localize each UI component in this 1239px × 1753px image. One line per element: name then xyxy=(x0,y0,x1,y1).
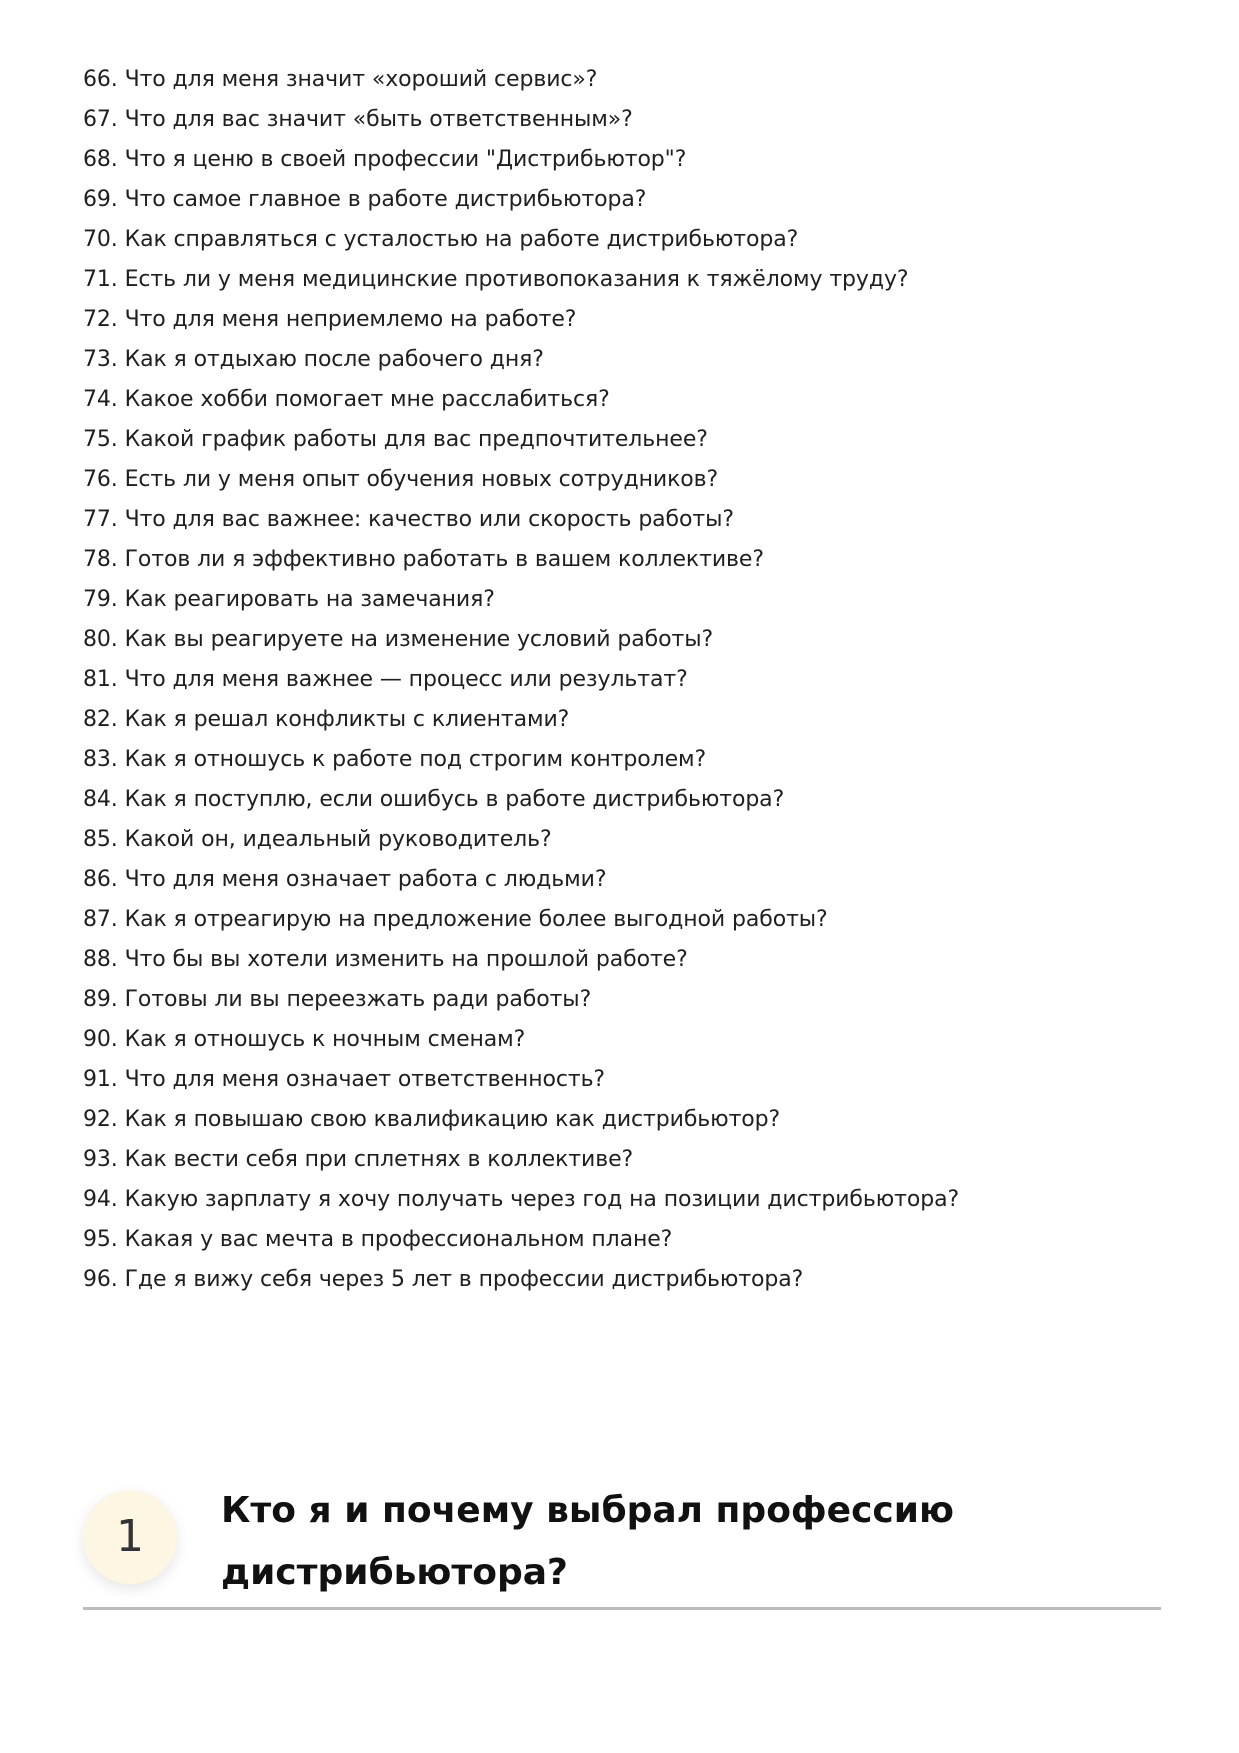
question-item: 71. Есть ли у меня медицинские противопоказания к тяжёлому труду? xyxy=(83,267,909,292)
question-item: 93. Как вести себя при сплетнях в коллективе? xyxy=(83,1147,634,1172)
question-item: 76. Есть ли у меня опыт обучения новых сотрудников? xyxy=(83,467,719,492)
question-item: 89. Готовы ли вы переезжать ради работы? xyxy=(83,987,592,1012)
question-item: 85. Какой он, идеальный руководитель? xyxy=(83,827,552,852)
question-item: 82. Как я решал конфликты с клиентами? xyxy=(83,707,570,732)
question-item: 79. Как реагировать на замечания? xyxy=(83,587,495,612)
question-item: 78. Готов ли я эффективно работать в вашем коллективе? xyxy=(83,547,764,572)
question-item: 81. Что для меня важнее — процесс или результат? xyxy=(83,667,688,692)
question-item: 91. Что для меня означает ответственность? xyxy=(83,1067,606,1092)
question-item: 92. Как я повышаю свою квалификацию как дистрибьютор? xyxy=(83,1107,781,1132)
question-item: 80. Как вы реагируете на изменение условий работы? xyxy=(83,627,714,652)
question-list xyxy=(83,60,1183,1300)
question-item: 94. Какую зарплату я хочу получать через год на позиции дистрибьютора? xyxy=(83,1187,960,1212)
question-item: 77. Что для вас важнее: качество или скорость работы? xyxy=(83,507,734,532)
question-item: 72. Что для меня неприемлемо на работе? xyxy=(83,307,577,332)
question-item: 68. Что я ценю в своей профессии "Дистрибьютор"? xyxy=(83,147,687,172)
question-item: 69. Что самое главное в работе дистрибьютора? xyxy=(83,187,647,212)
question-item: 90. Как я отношусь к ночным сменам? xyxy=(83,1027,526,1052)
question-item: 84. Как я поступлю, если ошибусь в работе дистрибьютора? xyxy=(83,787,785,812)
question-item: 75. Какой график работы для вас предпочтительнее? xyxy=(83,427,708,452)
question-item: 83. Как я отношусь к работе под строгим контролем? xyxy=(83,747,707,772)
question-item: 86. Что для меня означает работа с людьми? xyxy=(83,867,607,892)
question-item: 73. Как я отдыхаю после рабочего дня? xyxy=(83,347,544,372)
question-item: 70. Как справляться с усталостью на работе дистрибьютора? xyxy=(83,227,799,252)
question-item: 67. Что для вас значит «быть ответственным»? xyxy=(83,107,633,132)
question-item: 66. Что для меня значит «хороший сервис»? xyxy=(83,67,598,92)
question-item: 74. Какое хобби помогает мне расслабиться? xyxy=(83,387,610,412)
section-title: Кто я и почему выбрал профессию дистрибьютора? xyxy=(221,1490,954,1593)
section-header xyxy=(83,1482,1161,1610)
question-item: 87. Как я отреагирую на предложение более выгодной работы? xyxy=(83,907,828,932)
question-item: 88. Что бы вы хотели изменить на прошлой работе? xyxy=(83,947,688,972)
section-number-badge: 1 xyxy=(83,1490,177,1584)
question-item: 95. Какая у вас мечта в профессиональном плане? xyxy=(83,1227,673,1252)
question-item: 96. Где я вижу себя через 5 лет в профессии дистрибьютора? xyxy=(83,1267,804,1292)
